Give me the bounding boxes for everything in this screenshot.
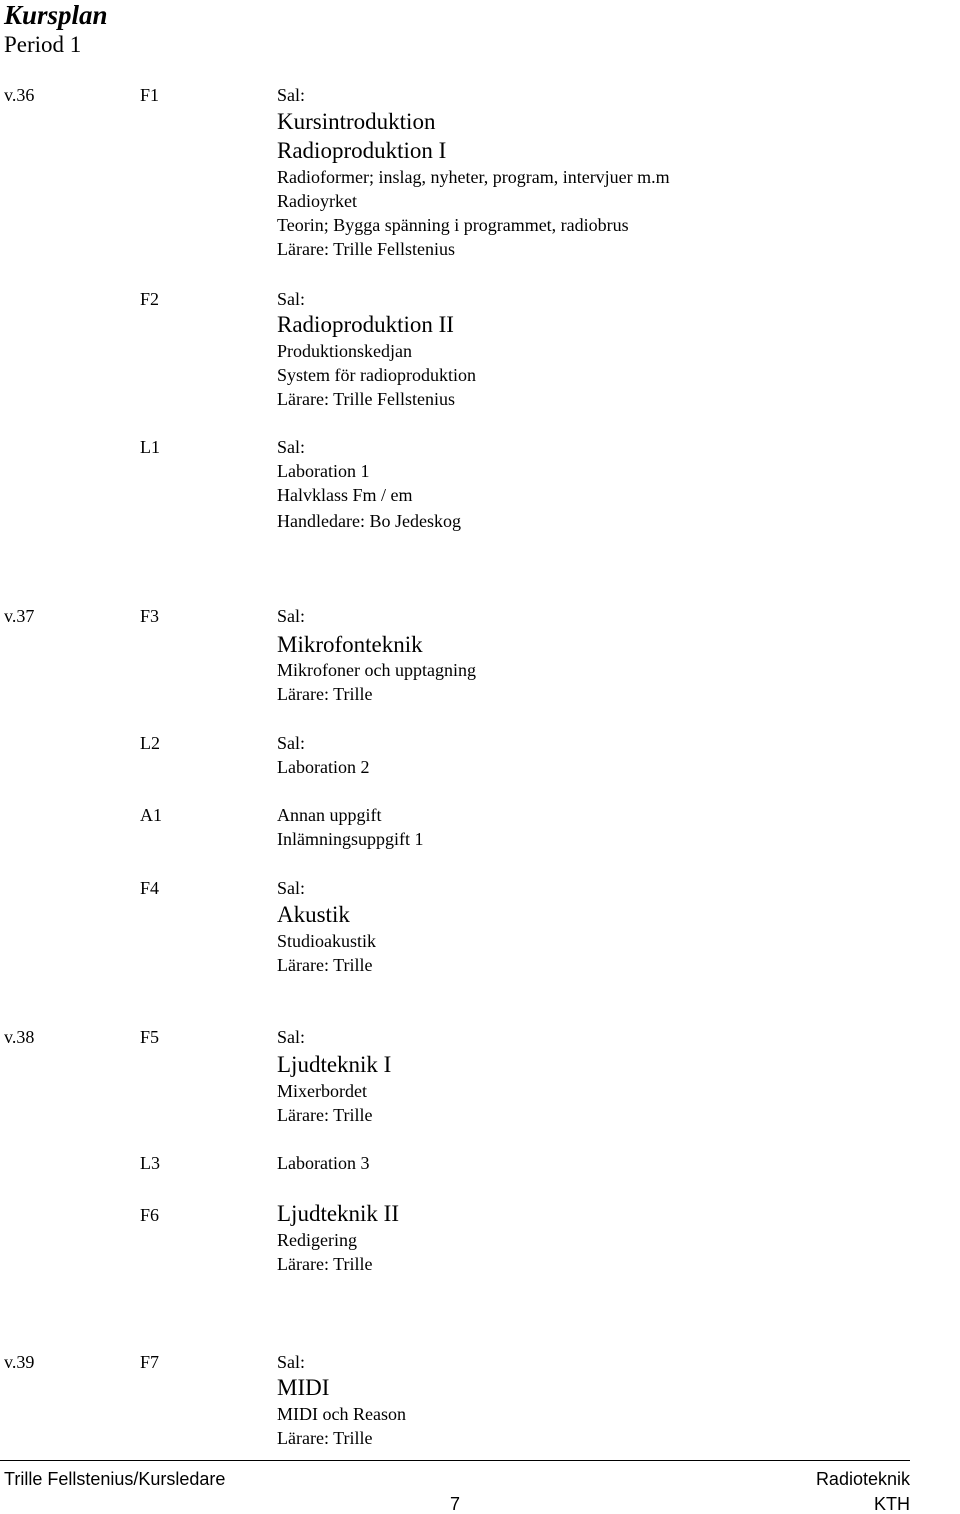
session-title: Akustik — [277, 902, 350, 927]
session-code: F2 — [140, 289, 160, 309]
room-label: Sal: — [277, 733, 306, 753]
session-code: F5 — [140, 1027, 160, 1047]
teacher-text: Lärare: Trille — [277, 1105, 373, 1125]
room-label: Sal: — [277, 1027, 306, 1047]
footer-divider — [0, 1460, 910, 1461]
session-text: Radioformer; inslag, nyheter, program, intervjuer m.m — [277, 167, 670, 187]
page-title: Kursplan — [4, 0, 108, 30]
session-title: MIDI — [277, 1375, 330, 1400]
session-text: Radioyrket — [277, 191, 357, 211]
week-label: v.38 — [4, 1027, 35, 1047]
page-number: 7 — [450, 1494, 461, 1514]
session-title: Ljudteknik I — [277, 1052, 392, 1077]
session-code: F3 — [140, 606, 160, 626]
session-title: Laboration 2 — [277, 757, 370, 777]
teacher-text: Lärare: Trille Fellstenius — [277, 239, 455, 259]
session-text: Studioakustik — [277, 931, 377, 951]
session-title: Mikrofonteknik — [277, 632, 423, 657]
session-text: Inlämningsuppgift 1 — [277, 829, 424, 849]
room-label: Sal: — [277, 878, 306, 898]
supervisor-text: Handledare: Bo Jedeskog — [277, 511, 461, 531]
session-code: F1 — [140, 85, 160, 105]
room-label: Sal: — [277, 1352, 306, 1372]
teacher-text: Lärare: Trille Fellstenius — [277, 389, 455, 409]
session-text: System för radioproduktion — [277, 365, 476, 385]
footer-department: Radioteknik — [815, 1469, 910, 1489]
teacher-text: Lärare: Trille — [277, 1428, 373, 1448]
footer-institution: KTH — [874, 1494, 910, 1514]
teacher-text: Lärare: Trille — [277, 1254, 373, 1274]
session-text: MIDI och Reason — [277, 1404, 406, 1424]
room-label: Sal: — [277, 289, 306, 309]
session-title: Laboration 3 — [277, 1153, 370, 1173]
teacher-text: Lärare: Trille — [277, 955, 373, 975]
session-code: L2 — [140, 733, 160, 753]
session-code: F7 — [140, 1352, 160, 1372]
room-label: Sal: — [277, 606, 306, 626]
session-title: Ljudteknik II — [277, 1201, 399, 1226]
session-text: Produktionskedjan — [277, 341, 412, 361]
session-text: Mixerbordet — [277, 1081, 367, 1101]
week-label: v.39 — [4, 1352, 35, 1372]
footer-author: Trille Fellstenius/Kursledare — [4, 1469, 226, 1489]
session-code: A1 — [140, 805, 162, 825]
session-title: Kursintroduktion — [277, 109, 436, 134]
teacher-text: Lärare: Trille — [277, 684, 373, 704]
session-text: Redigering — [277, 1230, 357, 1250]
session-code: L3 — [140, 1153, 160, 1173]
session-code: F6 — [140, 1205, 160, 1225]
session-title: Radioproduktion I — [277, 138, 447, 163]
session-code: L1 — [140, 437, 160, 457]
week-label: v.37 — [4, 606, 35, 626]
week-label: v.36 — [4, 85, 35, 105]
session-title: Laboration 1 — [277, 461, 370, 481]
room-label: Sal: — [277, 85, 306, 105]
session-title: Annan uppgift — [277, 805, 382, 825]
period-label: Period 1 — [4, 32, 82, 57]
session-text: Mikrofoner och upptagning — [277, 660, 476, 680]
session-text: Halvklass Fm / em — [277, 485, 413, 505]
room-label: Sal: — [277, 437, 306, 457]
session-title: Radioproduktion II — [277, 312, 454, 337]
session-code: F4 — [140, 878, 160, 898]
session-text: Teorin; Bygga spänning i programmet, radiobrus — [277, 215, 629, 235]
